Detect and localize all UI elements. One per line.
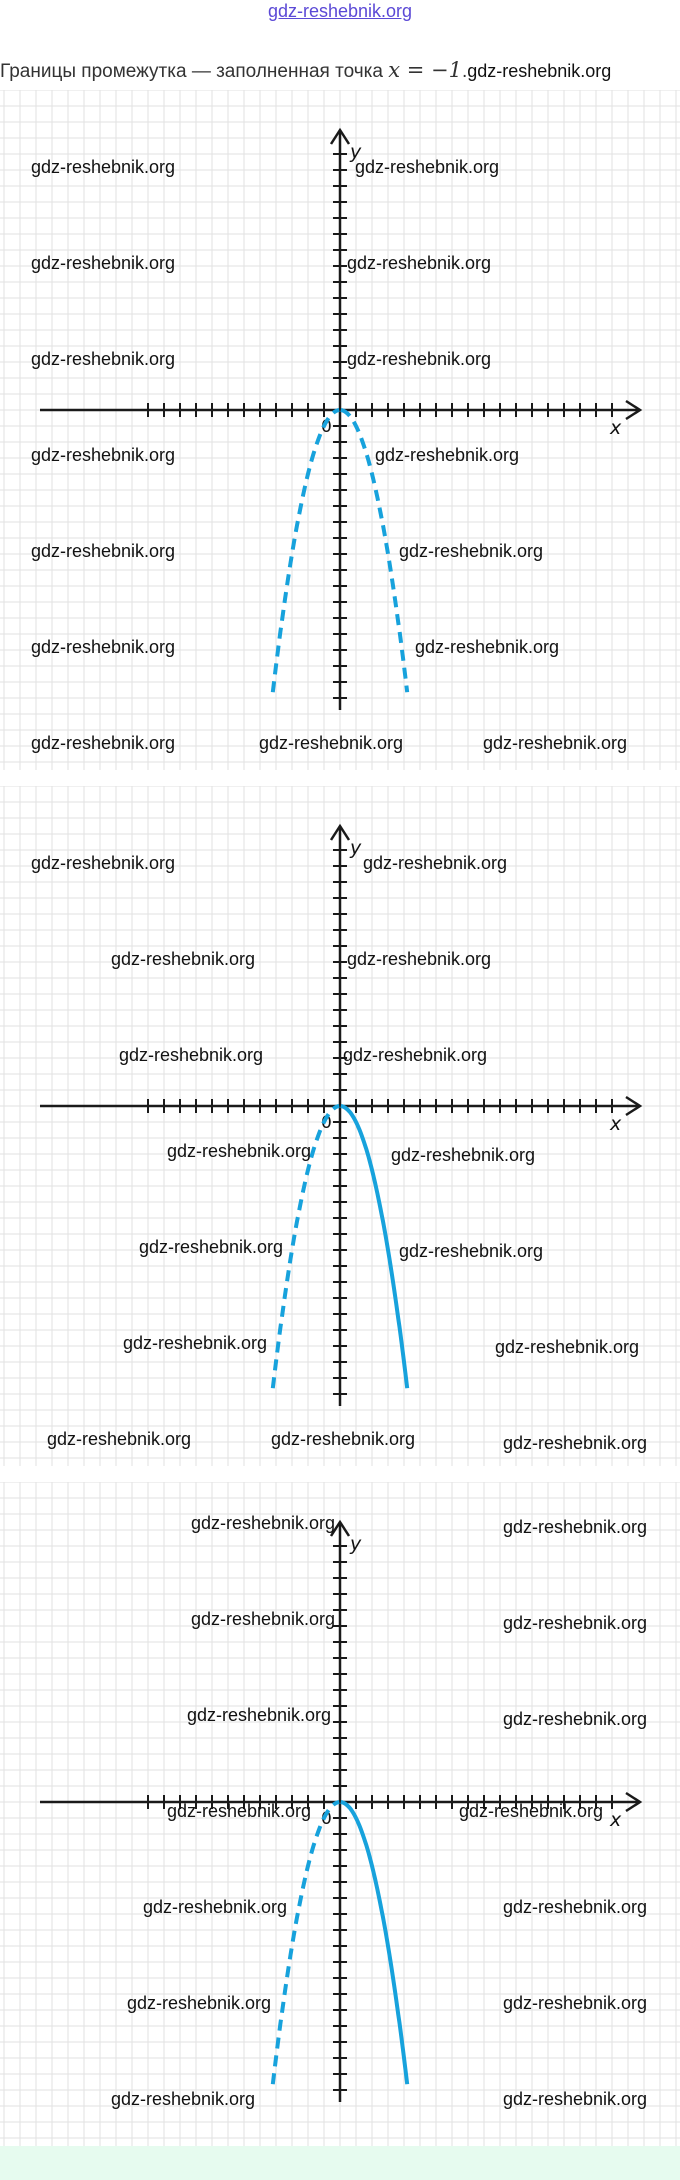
caption bbox=[0, 58, 611, 83]
graph-3-svg bbox=[0, 1482, 680, 2162]
watermark-text: gdz-reshebnik.org bbox=[502, 2089, 648, 2109]
watermark-text: gdz-reshebnik.org bbox=[458, 1801, 604, 1821]
watermark-text: gdz-reshebnik.org bbox=[342, 1045, 488, 1065]
origin-label: 0 bbox=[321, 417, 332, 437]
watermark-text: gdz-reshebnik.org bbox=[354, 157, 500, 177]
site-link[interactable]: gdz-reshebnik.org bbox=[267, 1, 413, 21]
watermark-text: gdz-reshebnik.org bbox=[30, 349, 176, 369]
watermark-text: gdz-reshebnik.org bbox=[138, 1237, 284, 1257]
watermark-text: gdz-reshebnik.org bbox=[126, 1993, 272, 2013]
watermark-text: gdz-reshebnik.org bbox=[502, 1993, 648, 2013]
watermark-text: gdz-reshebnik.org bbox=[346, 253, 492, 273]
watermark-text: gdz-reshebnik.org bbox=[30, 541, 176, 561]
origin-label: 0 bbox=[321, 1113, 332, 1133]
watermark-text: gdz-reshebnik.org bbox=[30, 445, 176, 465]
watermark-text: gdz-reshebnik.org bbox=[190, 1513, 336, 1533]
graph-2-svg bbox=[0, 786, 680, 1466]
watermark-text: gdz-reshebnik.org bbox=[110, 2089, 256, 2109]
watermark-text: gdz-reshebnik.org bbox=[110, 949, 256, 969]
watermarks bbox=[111, 1513, 647, 2109]
watermark-text: gdz-reshebnik.org bbox=[30, 253, 176, 273]
watermark-text: gdz-reshebnik.org bbox=[166, 1141, 312, 1161]
caption-text: Границы промежутка — заполненная точка bbox=[0, 61, 389, 82]
watermark-text: gdz-reshebnik.org bbox=[122, 1333, 268, 1353]
watermark-text: gdz-reshebnik.org bbox=[118, 1045, 264, 1065]
axes bbox=[40, 130, 640, 710]
watermark-text: gdz-reshebnik.org bbox=[502, 1709, 648, 1729]
y-axis-label: y bbox=[350, 837, 362, 859]
caption-suffix: . bbox=[461, 61, 468, 82]
watermark-text: gdz-reshebnik.org bbox=[46, 1429, 192, 1449]
watermark-text: gdz-reshebnik.org bbox=[270, 1429, 416, 1449]
watermark-text: gdz-reshebnik.org bbox=[258, 733, 404, 753]
watermark-text: gdz-reshebnik.org bbox=[482, 733, 628, 753]
bottom-strip bbox=[0, 2146, 680, 2180]
watermark-text: gdz-reshebnik.org bbox=[30, 637, 176, 657]
watermark-text: gdz-reshebnik.org bbox=[346, 949, 492, 969]
caption-watermark: gdz-reshebnik.org bbox=[467, 61, 612, 81]
caption-math: x = −1 bbox=[388, 58, 462, 82]
watermark-text: gdz-reshebnik.org bbox=[494, 1337, 640, 1357]
watermark-text: gdz-reshebnik.org bbox=[30, 157, 176, 177]
watermark-text: gdz-reshebnik.org bbox=[502, 1613, 648, 1633]
watermark-text: gdz-reshebnik.org bbox=[362, 853, 508, 873]
watermark-text: gdz-reshebnik.org bbox=[502, 1897, 648, 1917]
watermark-text: gdz-reshebnik.org bbox=[414, 637, 560, 657]
watermark-text: gdz-reshebnik.org bbox=[186, 1705, 332, 1725]
graph-panel-2 bbox=[0, 786, 680, 1466]
watermark-text: gdz-reshebnik.org bbox=[390, 1145, 536, 1165]
watermark-text: gdz-reshebnik.org bbox=[30, 853, 176, 873]
x-axis-label: x bbox=[610, 1809, 622, 1831]
graph-panel-3 bbox=[0, 1482, 680, 2162]
x-axis-label: x bbox=[610, 1113, 622, 1135]
y-axis-label: y bbox=[350, 141, 362, 163]
watermark-text: gdz-reshebnik.org bbox=[166, 1801, 312, 1821]
origin-label: 0 bbox=[321, 1809, 332, 1829]
x-axis-label: x bbox=[610, 417, 622, 439]
watermark-text: gdz-reshebnik.org bbox=[502, 1433, 648, 1453]
watermark-text: gdz-reshebnik.org bbox=[398, 541, 544, 561]
y-axis-label: y bbox=[350, 1533, 362, 1555]
watermark-text: gdz-reshebnik.org bbox=[190, 1609, 336, 1629]
graph-1-svg bbox=[0, 90, 680, 770]
watermark-text: gdz-reshebnik.org bbox=[30, 733, 176, 753]
watermarks bbox=[31, 157, 627, 753]
watermark-text: gdz-reshebnik.org bbox=[374, 445, 520, 465]
axes bbox=[40, 826, 640, 1406]
graph-panel-1 bbox=[0, 90, 680, 770]
watermark-text: gdz-reshebnik.org bbox=[346, 349, 492, 369]
watermark-text: gdz-reshebnik.org bbox=[502, 1517, 648, 1537]
watermark-text: gdz-reshebnik.org bbox=[398, 1241, 544, 1261]
watermark-text: gdz-reshebnik.org bbox=[142, 1897, 288, 1917]
